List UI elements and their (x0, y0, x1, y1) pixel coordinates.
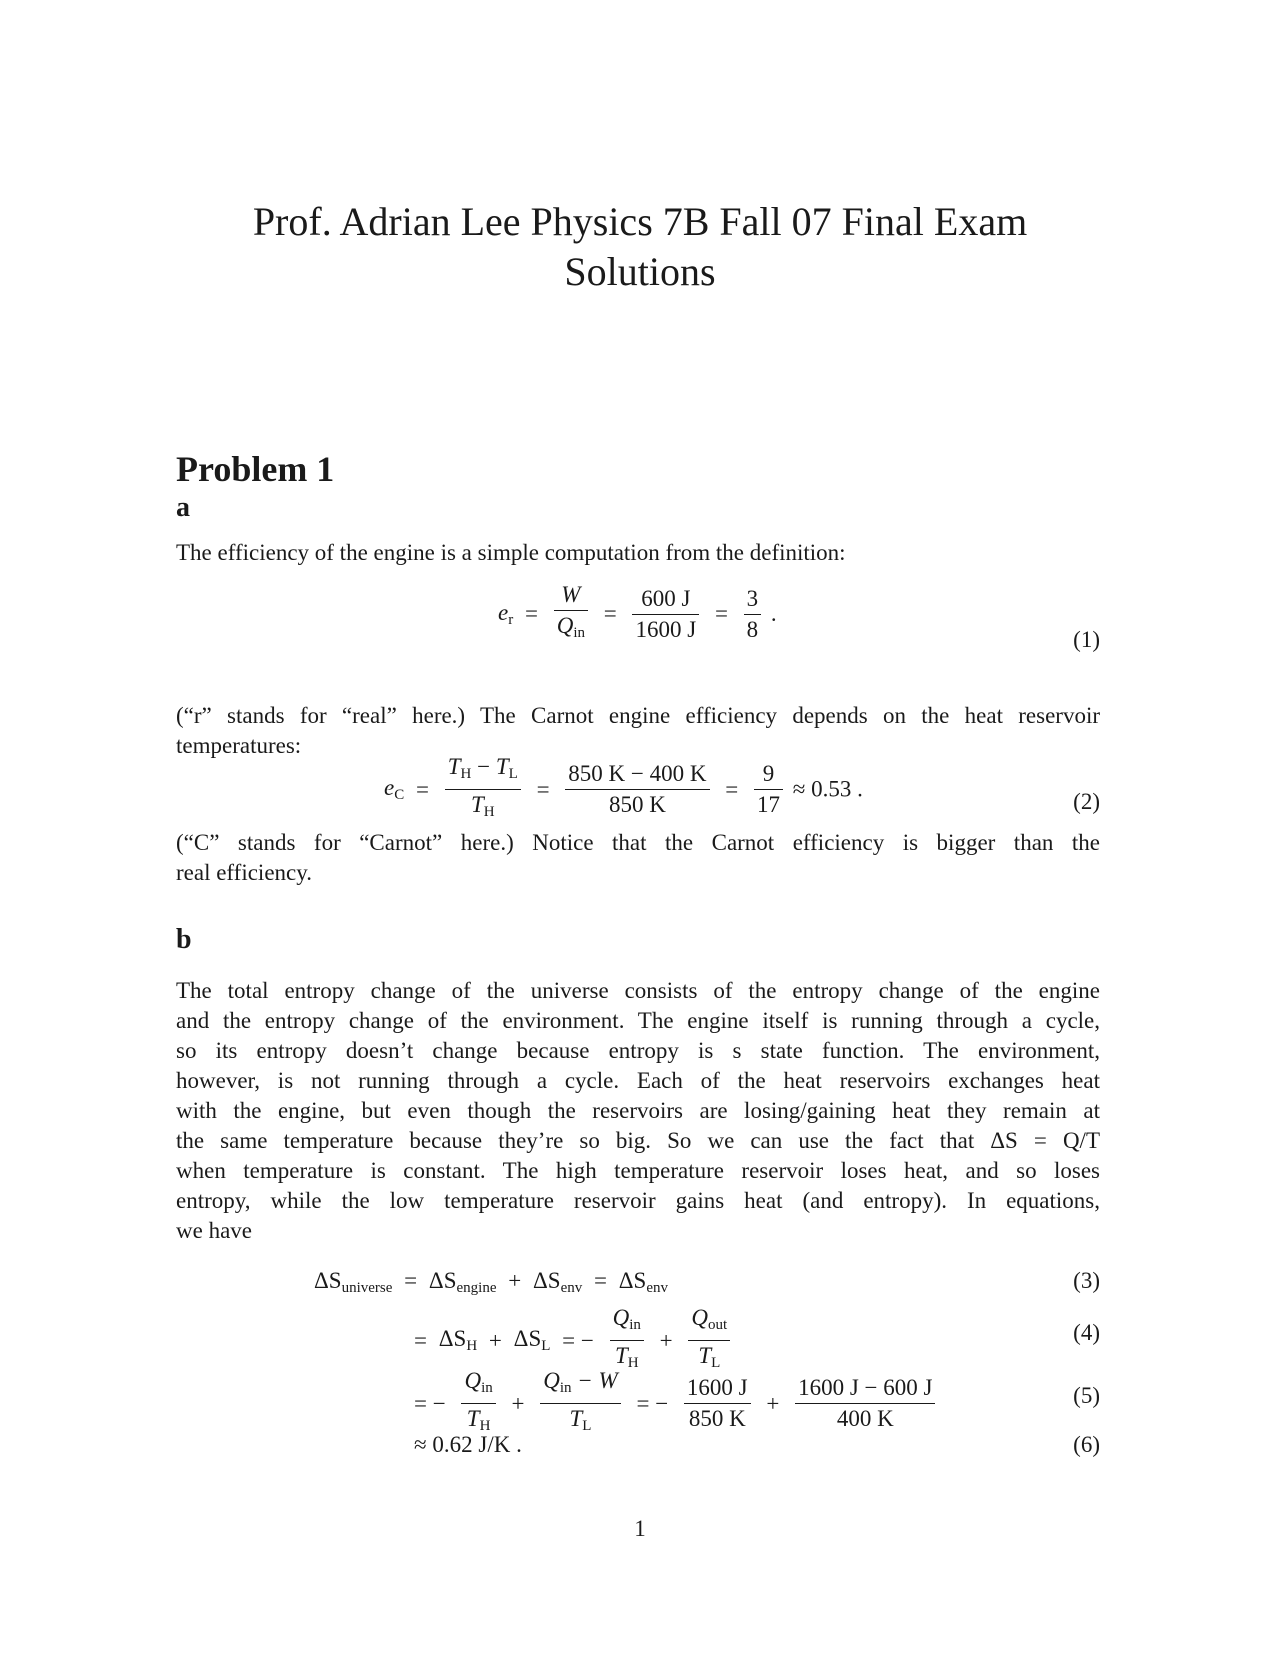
part-b-line: the same temperature because they’re so big. So we can use the fact that ΔS = Q/T (176, 1128, 1100, 1153)
part-b-line: however, is not running through a cycle. Each of the heat reservoirs exchanges heat (176, 1068, 1100, 1093)
equation-2: $e_C$ = $\frac{T_H - T_L}{T_H}$ = $\frac{850 K - 400 K}{850 K}$ = $\frac{9}{17}$ ≈ 0.53 . (384, 752, 863, 827)
eq1-f1-den: Q (556, 613, 574, 638)
eq4-fraction-1: $\frac{Q_{in}}{T_H}$ (610, 1303, 644, 1378)
equation-5: = − $\frac{Q_{in}}{T_H}$ + $\frac{Q_{in} - W}{T_L}$ = − $\frac{1600 J}{850 K}$ + $\frac{1600 J - 600 J}{400 K}$ (414, 1366, 939, 1441)
part-a-p3-line2: real efficiency. (176, 860, 312, 885)
part-a-p3-line1: (“C” stands for “Carnot” here.) Notice that the Carnot efficiency is bigger than the (176, 830, 1100, 855)
equation-1: $e_r$ = $\frac{W}{Q_{in}}$ = $\frac{600 J}{1600 J}$ = $\frac{3}{8}$ . (498, 580, 777, 648)
part-a-p2-line2: temperatures: (176, 733, 302, 758)
eq4-fraction-2: $\frac{Q_{out}}{T_L}$ (688, 1303, 730, 1378)
eq2-lhs: e (384, 775, 395, 800)
eq2-tail: ≈ 0.53 . (792, 776, 863, 802)
eq5-fraction-4: $\frac{1600 J - 600 J}{400 K}$ (795, 1373, 935, 1434)
eq1-f3-den: 8 (746, 616, 759, 642)
eq1-fraction-2 (632, 584, 699, 645)
page-number: 1 (634, 1516, 646, 1541)
eq2-fraction-1 (445, 752, 521, 827)
part-a-intro (176, 538, 1100, 568)
document-title-line2: Solutions (564, 249, 716, 294)
eq1-f2-den: 1600 J (635, 616, 697, 642)
part-b-line: with the engine, but even though the reservoirs are losing/gaining heat they remain at (176, 1098, 1100, 1123)
eq1-fraction-1 (554, 580, 588, 648)
part-b-line: when temperature is constant. The high temperature reservoir loses heat, and so loses (176, 1158, 1100, 1183)
eq1-f1-den-sub: in (573, 625, 585, 641)
part-b-heading: b (176, 924, 192, 955)
eq2-lhs-sub: C (394, 787, 405, 803)
eq2-fraction-3 (754, 759, 783, 820)
eq1-f1-num: W (561, 582, 581, 607)
equation-5-number: (5) (1073, 1383, 1100, 1408)
eq2-f3-den: 17 (756, 792, 780, 817)
part-b-line: The total entropy change of the universe consists of the entropy change of the engine (176, 978, 1100, 1003)
eq2-fraction-2 (565, 759, 709, 820)
part-a-intro-text: The efficiency of the engine is a simple computation from the definition: (176, 540, 846, 565)
eq1-lhs-sub: r (508, 611, 514, 628)
equation-6-number: (6) (1073, 1432, 1100, 1457)
eq2-f1-den: $T_H$ (470, 792, 495, 820)
equation-3-number: (3) (1073, 1268, 1100, 1293)
eq2-f2-den: 850 K (608, 792, 666, 817)
problem-heading: Problem 1 (176, 449, 335, 489)
eq5-fraction-3: $\frac{1600 J}{850 K}$ (684, 1373, 751, 1434)
eq1-f2-num: 600 J (632, 584, 699, 615)
document-title-line1: Prof. Adrian Lee Physics 7B Fall 07 Final Exam (252, 199, 1028, 244)
eq2-f2-num: 850 K − 400 K (565, 759, 709, 790)
part-a-heading: a (176, 492, 190, 523)
eq3-lhs: $\Delta S_{universe}$ (314, 1268, 393, 1296)
eq1-fraction-3 (744, 584, 762, 645)
equation-3: $\Delta S_{universe} = \Delta S_{engine} + \Delta S_{env} = \Delta S_{env}$ (314, 1268, 668, 1296)
equation-6: ≈ 0.62 J/K . (414, 1432, 522, 1457)
part-a-paragraph-3 (176, 828, 1100, 888)
eq5-fraction-1: $\frac{Q_{in}}{T_H}$ (461, 1366, 495, 1441)
equation-4: = $\Delta S_H + \Delta S_L$ = − $\frac{Q_{in}}{T_H}$ + $\frac{Q_{out}}{T_L}$ (414, 1303, 734, 1378)
eq1-f3-num: 3 (744, 584, 762, 615)
part-b-line: entropy, while the low temperature reservoir gains heat (and entropy). In equations, (176, 1188, 1100, 1213)
part-b-line: and the entropy change of the environment. The engine itself is running through a cycle, (176, 1008, 1100, 1033)
part-b-paragraph (176, 976, 1100, 1246)
equation-4-number: (4) (1073, 1320, 1100, 1345)
eq2-f1-num: $T_H - T_L$ (445, 752, 521, 790)
part-a-p2-line1: (“r” stands for “real” here.) The Carnot engine efficiency depends on the heat reservoir (176, 703, 1100, 728)
equation-2-number: (2) (1073, 789, 1100, 814)
eq2-f3-num: 9 (754, 759, 783, 790)
eq1-tail: . (770, 601, 777, 626)
part-b-line: we have (176, 1218, 252, 1243)
eq5-fraction-2: $\frac{Q_{in} - W}{T_L}$ (540, 1366, 620, 1441)
part-b-line: so its entropy doesn’t change because entropy is s state function. The environment, (176, 1038, 1100, 1063)
eq1-lhs: e (498, 599, 509, 625)
equation-1-number: (1) (1073, 627, 1100, 652)
